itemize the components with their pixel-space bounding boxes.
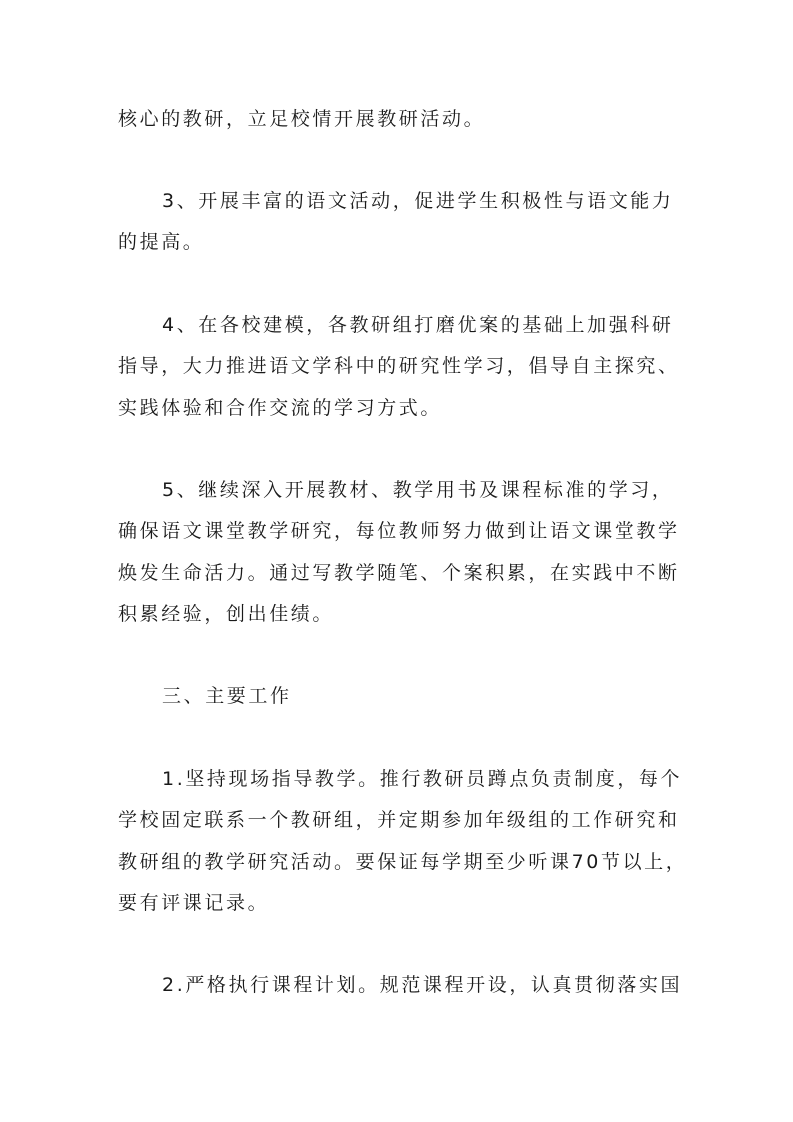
paragraph-line: 焕发生命活力。通过写教学随笔、个案积累，在实践中不断 xyxy=(118,562,680,584)
paragraph-line: 核心的教研，立足校情开展教研活动。 xyxy=(118,108,486,130)
paragraph-line: 2.严格执行课程计划。规范课程开设，认真贯彻落实国 xyxy=(162,974,683,996)
section-heading: 三、主要工作 xyxy=(162,685,292,707)
paragraph-line: 4、在各校建模，各教研组打磨优案的基础上加强科研 xyxy=(162,314,674,336)
paragraph-line: 3、开展丰富的语文活动，促进学生积极性与语文能力 xyxy=(162,190,674,212)
paragraph-line: 1.坚持现场指导教学。推行教研员蹲点负责制度，每个 xyxy=(162,768,683,790)
paragraph-line: 积累经验，创出佳绩。 xyxy=(118,603,335,625)
paragraph-line: 5、继续深入开展教材、教学用书及课程标准的学习， xyxy=(162,479,674,501)
paragraph-line: 的提高。 xyxy=(118,231,205,253)
paragraph-line: 教研组的教学研究活动。要保证每学期至少听课70节以上， xyxy=(118,851,688,873)
paragraph-line: 确保语文课堂教学研究，每位教师努力做到让语文课堂教学 xyxy=(118,520,680,542)
paragraph-line: 实践体验和合作交流的学习方式。 xyxy=(118,397,443,419)
paragraph-line: 要有评课记录。 xyxy=(118,892,270,914)
paragraph-line: 学校固定联系一个教研组，并定期参加年级组的工作研究和 xyxy=(118,809,680,831)
paragraph-line: 指导，大力推进语文学科中的研究性学习，倡导自主探究、 xyxy=(118,355,680,377)
